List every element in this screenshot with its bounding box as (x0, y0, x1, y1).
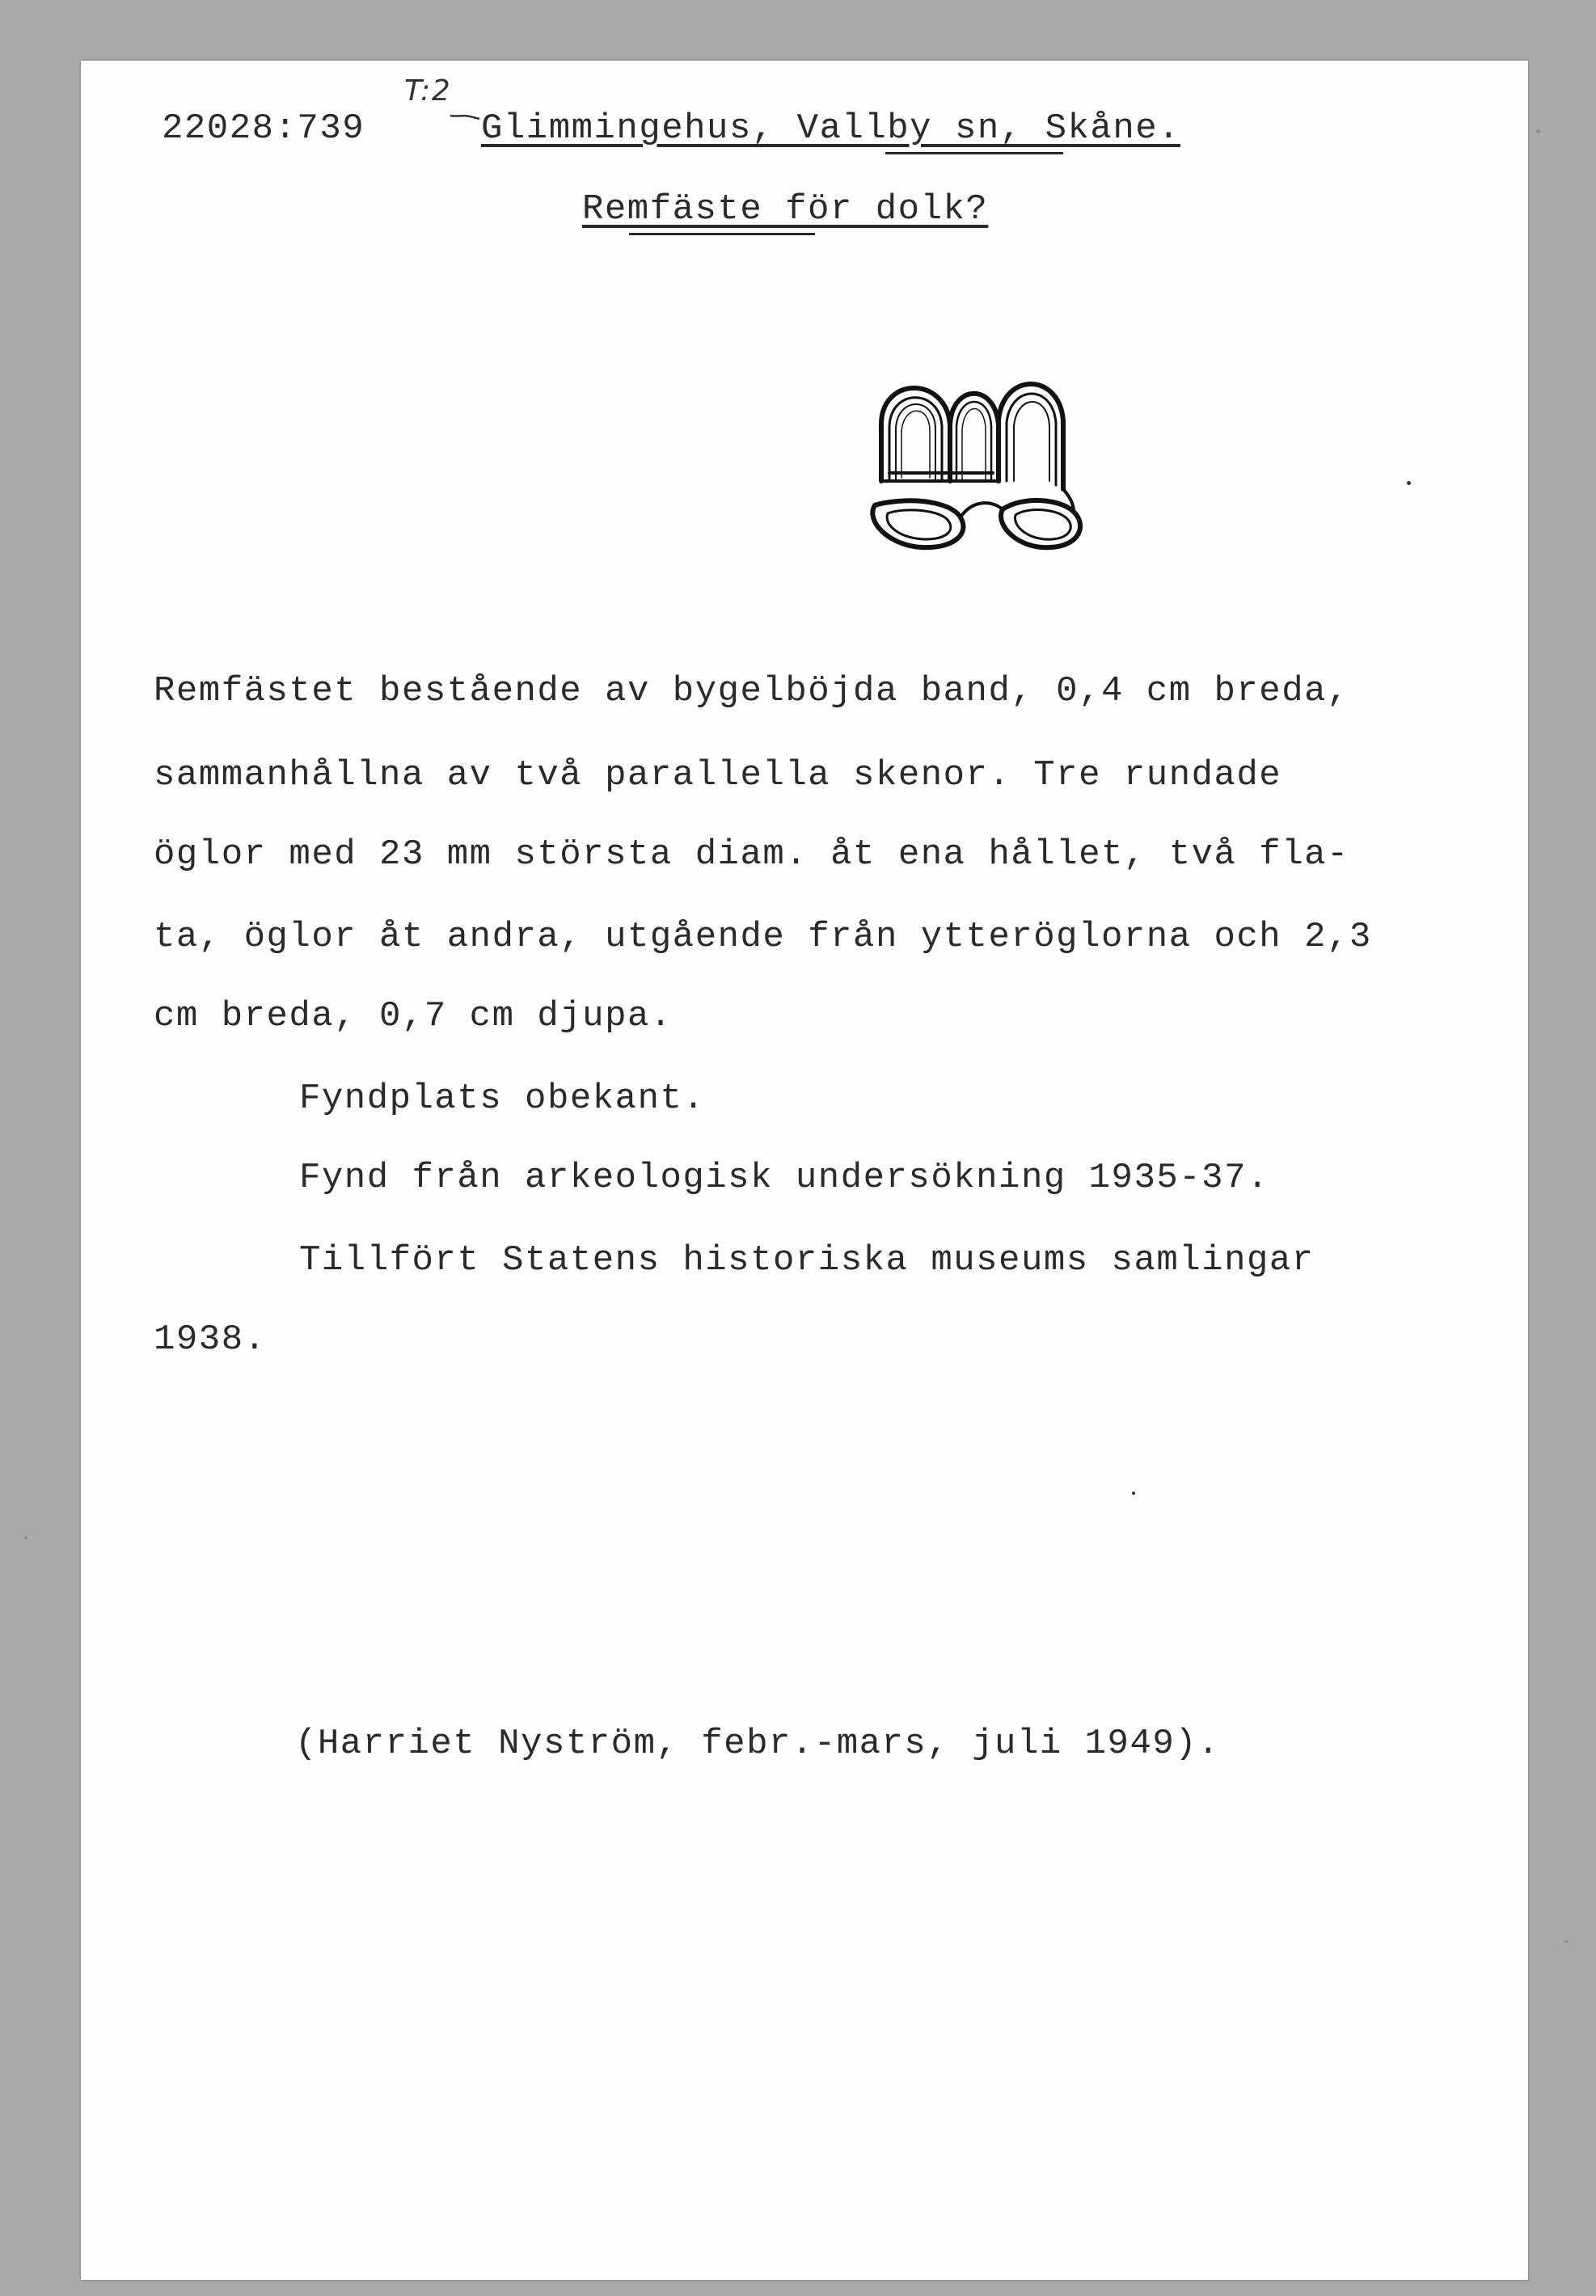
description-line: sammanhållna av två parallella skenor. Tre rundade (154, 755, 1282, 796)
catalog-number: 22028:739 (162, 108, 365, 149)
ink-dot (1407, 481, 1411, 485)
ink-dot (1132, 1492, 1135, 1495)
underline-bar (629, 233, 815, 235)
underline-bar (885, 152, 1063, 154)
handwritten-note: T:2 (404, 74, 452, 108)
findspot-text: Fyndplats obekant. (299, 1078, 706, 1119)
catalog-card (81, 61, 1528, 2280)
description-line: ta, öglor åt andra, utgående från ytteröglorna och 2,3 (154, 917, 1372, 957)
object-title: Remfäste för dolk? (582, 189, 989, 230)
description-line: Remfästet bestående av bygelböjda band, 0,4 cm breda, (154, 671, 1349, 711)
find-location: Glimmingehus, Vallby sn, Skåne. (481, 108, 1181, 149)
acquisition-text: Tillfört Statens historiska museums samlingar (299, 1240, 1315, 1281)
background-speck (1564, 1940, 1569, 1943)
find-context-text: Fynd från arkeologisk undersökning 1935-37. (299, 1158, 1269, 1198)
author-signature: (Harriet Nyström, febr.-mars, juli 1949). (295, 1724, 1221, 1764)
background-speck (24, 1536, 27, 1539)
description-line: öglor med 23 mm största diam. åt ena hållet, två fla- (154, 834, 1349, 875)
background-speck (1536, 129, 1540, 133)
acquisition-year: 1938. (154, 1319, 267, 1360)
handwritten-stroke-icon (449, 93, 481, 120)
description-line: cm breda, 0,7 cm djupa. (154, 996, 673, 1036)
strap-mount-sketch-icon (857, 360, 1091, 558)
